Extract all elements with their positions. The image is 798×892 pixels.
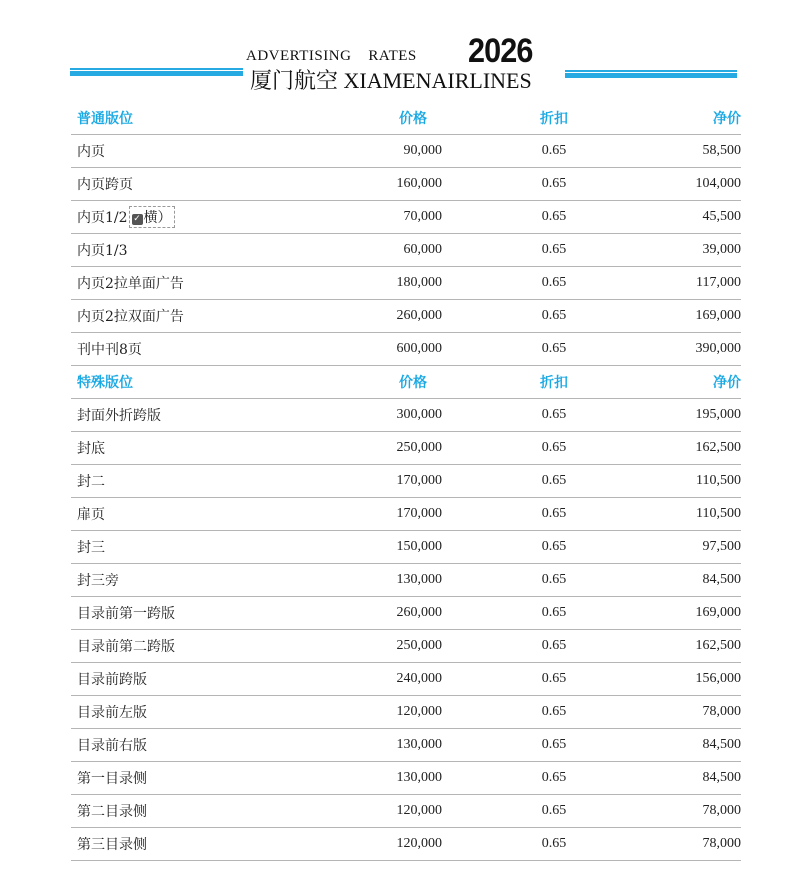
price-cell: 90,000 [277, 135, 442, 168]
discount-header: 折扣 [442, 102, 666, 135]
net-price-cell: 162,500 [666, 432, 741, 465]
net-price-cell: 390,000 [666, 333, 741, 366]
placement-cell: 封二 [71, 465, 277, 498]
net-price-cell: 97,500 [666, 531, 741, 564]
price-cell: 120,000 [277, 828, 442, 861]
placement-text: 内页1/2 [77, 210, 128, 226]
placement-cell: 内页2拉双面广告 [71, 300, 277, 333]
table-row [71, 201, 741, 234]
discount-cell: 0.65 [442, 828, 666, 861]
discount-cell: 0.65 [442, 498, 666, 531]
table-row [71, 135, 741, 168]
price-header: 价格 [277, 366, 442, 399]
price-cell: 130,000 [277, 729, 442, 762]
header-band-right [565, 70, 737, 78]
placement-header: 普通版位 [71, 102, 277, 135]
table-row [71, 234, 741, 267]
net-price-cell: 169,000 [666, 597, 741, 630]
discount-cell: 0.65 [442, 399, 666, 432]
net-price-header: 净价 [666, 366, 741, 399]
placement-cell: 第二目录侧 [71, 795, 277, 828]
price-cell: 180,000 [277, 267, 442, 300]
placement-cell: 封三 [71, 531, 277, 564]
table-row [71, 564, 741, 597]
net-price-header: 净价 [666, 102, 741, 135]
net-price-cell: 117,000 [666, 267, 741, 300]
placement-cell: 扉页 [71, 498, 277, 531]
rates-table-container [71, 102, 741, 861]
discount-cell: 0.65 [442, 465, 666, 498]
price-cell: 240,000 [277, 663, 442, 696]
discount-cell: 0.65 [442, 564, 666, 597]
net-price-cell: 156,000 [666, 663, 741, 696]
placement-cell: 第一目录侧 [71, 762, 277, 795]
header [0, 0, 798, 100]
discount-cell: 0.65 [442, 729, 666, 762]
discount-cell: 0.65 [442, 234, 666, 267]
discount-cell: 0.65 [442, 300, 666, 333]
net-price-cell: 162,500 [666, 630, 741, 663]
placement-cell: 刊中刊8页 [71, 333, 277, 366]
brand-title: 厦门航空 XIAMENAIRLINES [250, 68, 532, 93]
net-price-cell: 169,000 [666, 300, 741, 333]
price-cell: 120,000 [277, 795, 442, 828]
price-cell: 250,000 [277, 432, 442, 465]
table-row [71, 267, 741, 300]
net-price-cell: 195,000 [666, 399, 741, 432]
price-cell: 160,000 [277, 168, 442, 201]
price-cell: 260,000 [277, 300, 442, 333]
advertising-rates-label: ADVERTISING RATES [246, 48, 417, 64]
table-row [71, 762, 741, 795]
section-header-row [71, 366, 741, 399]
placement-cell: 内页 [71, 135, 277, 168]
net-price-cell: 84,500 [666, 564, 741, 597]
text-selection-box[interactable] [129, 206, 175, 228]
discount-cell: 0.65 [442, 531, 666, 564]
net-price-cell: 84,500 [666, 762, 741, 795]
table-row [71, 498, 741, 531]
discount-cell: 0.65 [442, 597, 666, 630]
placement-cell [71, 201, 277, 234]
price-cell: 70,000 [277, 201, 442, 234]
check-icon[interactable]: ✓ [133, 214, 141, 224]
table-row [71, 432, 741, 465]
discount-header: 折扣 [442, 366, 666, 399]
discount-cell: 0.65 [442, 267, 666, 300]
discount-cell: 0.65 [442, 168, 666, 201]
discount-cell: 0.65 [442, 630, 666, 663]
price-cell: 300,000 [277, 399, 442, 432]
price-cell: 600,000 [277, 333, 442, 366]
table-row [71, 828, 741, 861]
table-row [71, 597, 741, 630]
net-price-cell: 110,500 [666, 498, 741, 531]
placement-cell: 内页1/3 [71, 234, 277, 267]
selection-text: 横） [143, 210, 172, 226]
net-price-cell: 39,000 [666, 234, 741, 267]
price-cell: 130,000 [277, 564, 442, 597]
section-header-row [71, 102, 741, 135]
table-row [71, 333, 741, 366]
net-price-cell: 78,000 [666, 795, 741, 828]
net-price-cell: 110,500 [666, 465, 741, 498]
placement-cell: 目录前第二跨版 [71, 630, 277, 663]
table-row [71, 168, 741, 201]
table-row [71, 795, 741, 828]
price-cell: 170,000 [277, 498, 442, 531]
placement-cell: 目录前第一跨版 [71, 597, 277, 630]
discount-cell: 0.65 [442, 762, 666, 795]
placement-cell: 封三旁 [71, 564, 277, 597]
net-price-cell: 78,000 [666, 828, 741, 861]
net-price-cell: 84,500 [666, 729, 741, 762]
placement-header: 特殊版位 [71, 366, 277, 399]
price-cell: 60,000 [277, 234, 442, 267]
placement-cell: 封底 [71, 432, 277, 465]
table-row [71, 663, 741, 696]
placement-cell: 目录前左版 [71, 696, 277, 729]
discount-cell: 0.65 [442, 333, 666, 366]
placement-cell: 内页2拉单面广告 [71, 267, 277, 300]
price-cell: 250,000 [277, 630, 442, 663]
table-row [71, 729, 741, 762]
table-row [71, 531, 741, 564]
price-cell: 120,000 [277, 696, 442, 729]
table-row [71, 630, 741, 663]
table-row [71, 696, 741, 729]
net-price-cell: 104,000 [666, 168, 741, 201]
discount-cell: 0.65 [442, 696, 666, 729]
year-label: 2026 [468, 32, 533, 70]
price-cell: 130,000 [277, 762, 442, 795]
placement-cell: 封面外折跨版 [71, 399, 277, 432]
price-cell: 260,000 [277, 597, 442, 630]
discount-cell: 0.65 [442, 201, 666, 234]
net-price-cell: 78,000 [666, 696, 741, 729]
net-price-cell: 45,500 [666, 201, 741, 234]
placement-cell: 目录前跨版 [71, 663, 277, 696]
header-band-left [70, 68, 243, 76]
placement-cell: 内页跨页 [71, 168, 277, 201]
price-header: 价格 [277, 102, 442, 135]
table-row [71, 399, 741, 432]
placement-cell: 第三目录侧 [71, 828, 277, 861]
net-price-cell: 58,500 [666, 135, 741, 168]
discount-cell: 0.65 [442, 795, 666, 828]
discount-cell: 0.65 [442, 432, 666, 465]
placement-cell: 目录前右版 [71, 729, 277, 762]
table-row [71, 300, 741, 333]
price-cell: 170,000 [277, 465, 442, 498]
rates-table [71, 102, 741, 861]
discount-cell: 0.65 [442, 663, 666, 696]
table-row [71, 465, 741, 498]
price-cell: 150,000 [277, 531, 442, 564]
discount-cell: 0.65 [442, 135, 666, 168]
